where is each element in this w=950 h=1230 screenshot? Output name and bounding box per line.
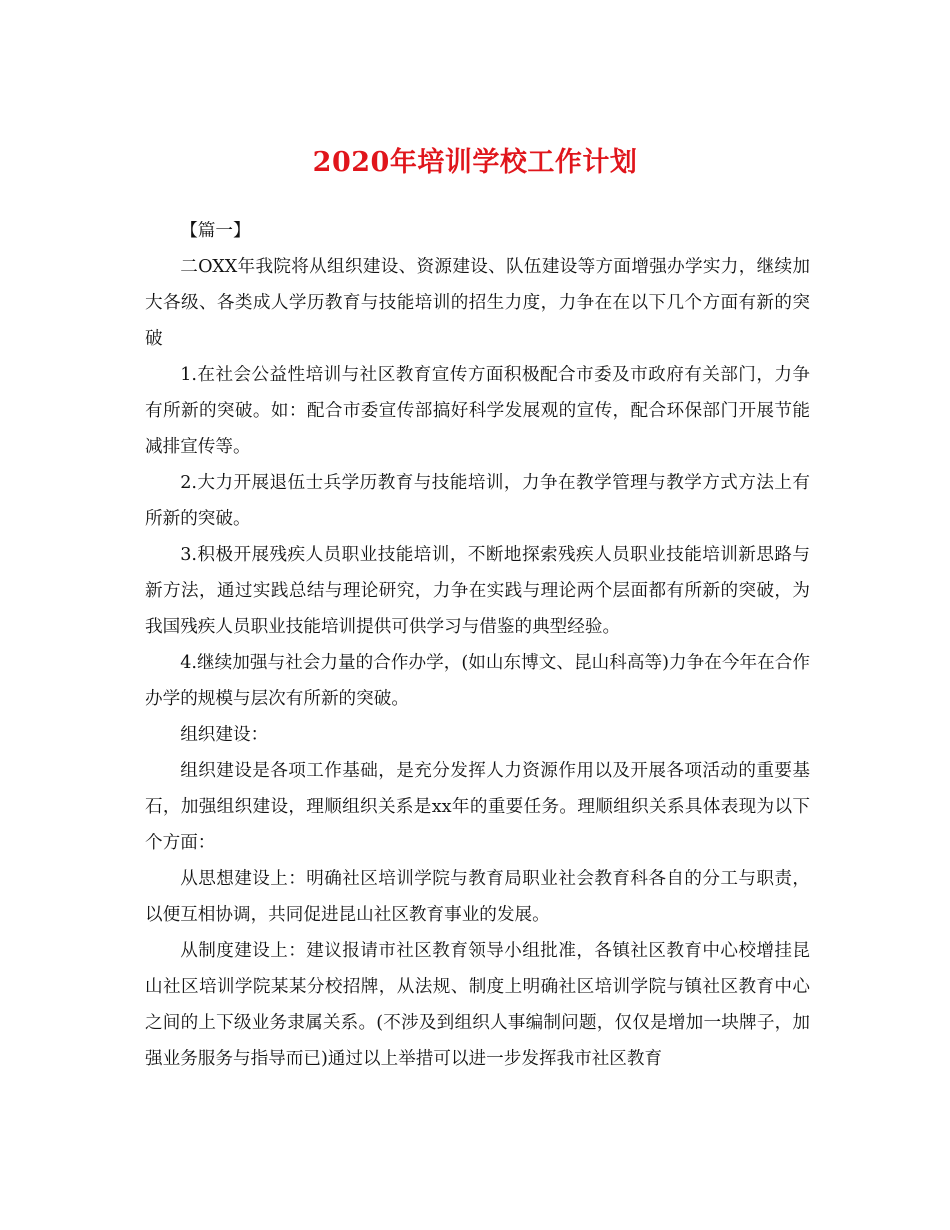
subheading: 组织建设： bbox=[180, 725, 269, 745]
paragraph: 4.继续加强与社会力量的合作办学，(如山东博文、昆山科高等)力争在今年在合作办学的规模与层次有所新的突破。 bbox=[145, 653, 810, 709]
document-body bbox=[145, 213, 810, 1077]
paragraph: 二OXX年我院将从组织建设、资源建设、队伍建设等方面增强办学实力，继续加大各级、各类成人学历教育与技能培训的招生力度，力争在在以下几个方面有新的突破 bbox=[145, 257, 810, 349]
paragraph: 1.在社会公益性培训与社区教育宣传方面积极配合市委及市政府有关部门，力争有所新的突破。如：配合市委宣传部搞好科学发展观的宣传，配合环保部门开展节能减排宣传等。 bbox=[145, 365, 810, 457]
paragraph: 2.大力开展退伍士兵学历教育与技能培训，力争在教学管理与教学方式方法上有所新的突破。 bbox=[145, 473, 810, 529]
paragraph: 从思想建设上：明确社区培训学院与教育局职业社会教育科各自的分工与职责，以便互相协调，共同促进昆山社区教育事业的发展。 bbox=[145, 869, 810, 925]
paragraph: 组织建设是各项工作基础，是充分发挥人力资源作用以及开展各项活动的重要基石，加强组织建设，理顺组织关系是xx年的重要任务。理顺组织关系具体表现为以下个方面： bbox=[145, 761, 810, 853]
paragraph: 从制度建设上：建议报请市社区教育领导小组批准，各镇社区教育中心校增挂昆山社区培训学院某某分校招牌，从法规、制度上明确社区培训学院与镇社区教育中心之间的上下级业务隶属关系。(不涉及到组织人事编制问题，仅仅是增加一块牌子，加强业务服务与指导而已)通过以上举措可以进一步发挥我市社区教育 bbox=[145, 941, 810, 1069]
document-title: 2020年培训学校工作计划 bbox=[312, 147, 638, 178]
section-label: 【篇一】 bbox=[180, 221, 251, 241]
paragraph: 3.积极开展残疾人员职业技能培训，不断地探索残疾人员职业技能培训新思路与新方法，通过实践总结与理论研究，力争在实践与理论两个层面都有所新的突破，为我国残疾人员职业技能培训提供可供学习与借鉴的典型经验。 bbox=[145, 545, 810, 637]
